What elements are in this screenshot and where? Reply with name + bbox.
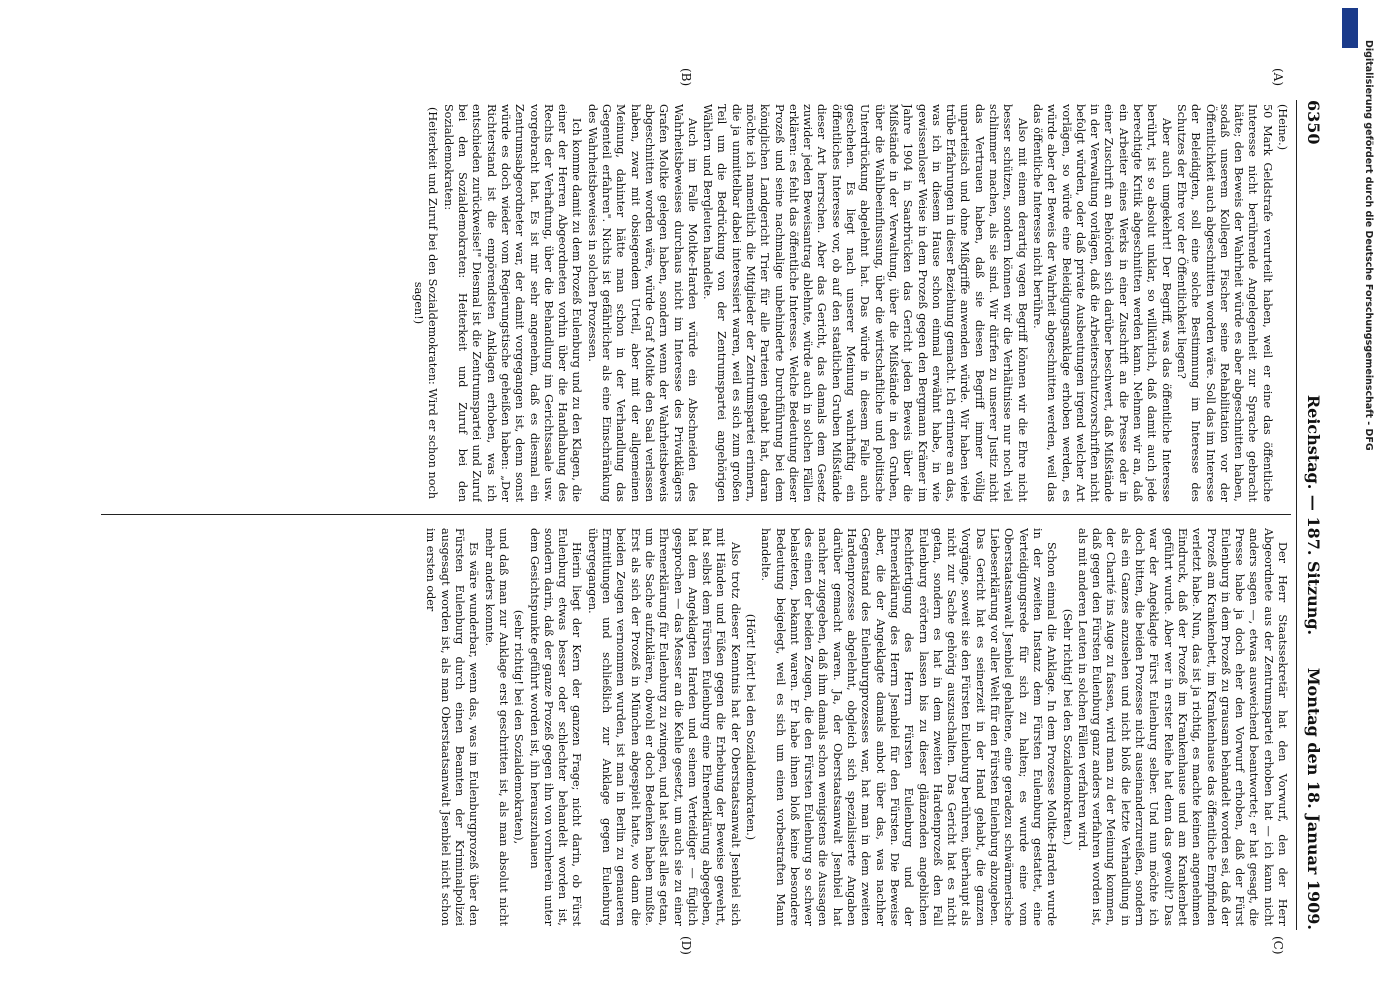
paragraph: 50 Mark Geldstrafe verurteilt haben, weil er eine das öffentliche Interesse nicht berührende Angelegenheit zur Sprache gebracht hätte; den Beweis der Wahrheit würde es aber abgeschnitten haben, sodaß unserem Kollegen Fischer seine Rehabilitation vor der Öffentlichkeit auch abgeschnitten worden wäre. Soll das im Interesse der Beleidigten, soll eine solche Bestimmung im Interesse des Schutzes der Ehre vor der Öffentlichkeit liegen? <box>1174 104 1274 502</box>
margin-letter-a: (A) <box>1271 68 1285 87</box>
paragraph: und daß man zur Anklage erst geschritten ist, als man absolut nicht mehr anders konnte. <box>482 528 510 926</box>
paragraph: Also mit einem derartig vagen Begriff können wir die Ehre nicht besser schützen, sondern können wir die Verhältnisse nur noch viel schlimmer machen, als sie sind. Wir dürfen zu unserer Justiz nicht das Vertrauen haben, daß sie diesen Begriff immer völlig unparteiisch und ohne Mißgriffe anwenden würde. Wir haben viele trübe Erfahrungen in dieser Beziehung gemacht. Ich erinnere an das, was ich in diesem Hause schon einmal erwähnt habe, in wie gewissenloser Weise in dem Prozeß gegen den Bergmann Krämer im Jahre 1904 in Saarbrücken das Gericht jeden Beweis über die Mißstände in der Verwaltung, über die Mißstände in den Gruben, über die Wahlbeeinflussung, über die wirtschaftliche und politische Unterdrückung abgelehnt hat. Das würde in diesem Falle auch geschehen. Es liegt nach unserer Meinung wahrhaftig ein öffentliches Interesse vor, ob auf den staatlichen Gruben Mißstände dieser Art herrschen. Aber das Gericht, das damals dem Gesetz zuwider jeden Beweisantrag ablehnte, würde auch in solchen Fällen erklären: es fehlt das öffentliche Interesse. Welche Bedeutung dieser Prozeß und seine nachmalige unbehinderte Durchführung bei dem königlichen Landgericht Trier für alle Parteien gehabt hat, daran möchte ich namentlich die Mitglieder der Zentrumspartei erinnern, die ja unmittelbar dabei interessiert waren, weil es sich zum großen Teil um die Bedrückung von der Zentrumspartei angehörigen Wählern und Bergleuten handelte. <box>701 104 1029 502</box>
paragraph: Auch im Falle Moltke-Harden würde ein Abschneiden des Wahrheitsbeweises durchaus nicht im Interesse des Privatklägers Grafen Moltke gelegen haben, sondern wenn der Wahrheitsbeweis abgeschnitten worden wäre, würde Graf Moltke den Saal verlassen haben, zwar mit obsiegendem Urteil, aber mit der allgemeinen Meinung, dahinter hätte man schon in der Verhandlung das Gegenteil erfahren". Nichts ist gefährlicher als eine Einschränkung des Wahrheitsbeweises in solchen Prozessen. <box>585 104 699 502</box>
column-divider <box>101 514 1291 515</box>
paragraph: (Heine.) <box>1276 104 1289 151</box>
paragraph: Ich komme damit zu dem Prozeß Eulenburg und zu den Klagen, die einer der Herren Abgeordneten vorhin über die Handhabung des Rechts der Verhaftung, über die Behandlung im Gerichtssaale usw. vorgebracht hat. Es ist mir sehr angenehm, daß es diesmal ein Zentrumsabgeordneter war, der damit vorgegangen ist, denn sonst würde es doch wieder vom Regierungstische geheißen haben: „Der Richterstand ist die empörendsten Anklagen erhoben, was ich entschieden zurückweise!" Diesmal ist die Zentrumspartei und Zuruf bei den Sozialdemokraten: Heiterkeit und Zuruf bei den Sozialdemokraten: <box>441 104 584 502</box>
left-text-column <box>103 104 1289 502</box>
paragraph: Es wäre wunderbar, wenn das, was im Eulenburgprozeß über den Fürsten Eulenburg durch einen Beamten der Kriminalpolizei ausgesagt worden ist, als man Oberstaatsanwalt Jsenbiel nicht schon im ersten oder <box>424 528 481 926</box>
paragraph: (sehr richtig! bei den Sozialdemokraten), <box>512 609 526 845</box>
session-date: Montag den 18. Januar 1909. <box>1304 667 1323 930</box>
margin-letter-c: (C) <box>1271 936 1285 955</box>
right-text-column <box>103 528 1289 926</box>
paragraph: (Heiterkeit und Zuruf bei den Sozialdemokraten: Wird er schon noch sagen!) <box>412 107 440 499</box>
margin-letter-b: (B) <box>679 68 693 87</box>
header-rule <box>1296 100 1297 930</box>
paragraph: Hierin liegt der Kern der ganzen Frage; nicht darin, ob Fürst Eulenburg etwas besser oder schlechter behandelt worden ist, sondern darin, daß der ganze Prozeß gegen ihn von vornherein unter dem Gesichtspunkte geführt worden ist, ihn herauszuhauen <box>527 528 584 926</box>
paragraph: (Hört! hört! bei den Sozialdemokraten.) <box>744 613 758 841</box>
dfg-logo <box>1342 8 1358 48</box>
session-title: Reichstag. — 187. Sitzung. <box>1304 394 1323 636</box>
page-number: 6350 <box>1304 100 1323 145</box>
paragraph: (Sehr richtig! bei den Sozialdemokraten.) <box>1060 608 1074 846</box>
margin-letter-d: (D) <box>679 936 693 955</box>
paragraph: Schon einmal die Anklage. In dem Prozesse Moltke-Harden wurde in der zweiten Instanz dem Fürsten Eulenburg gestattet, eine Verteidigungsrede für sich zu halten; es wurde eine vom Oberstaatsanwalt Jsenbiel gehaltene, eine geradezu schwärmerische Liebeserklärung vor aller Welt für den Fürsten Eulenburg abzugeben. Das Gericht hat es seinerzeit in der Hand gehabt, die ganzen Vorgänge, soweit sie den Fürsten Eulenburg berühren, überhaupt als nicht zur Sache gehörig auszuschalten. Das Gericht hat es nicht getan, sondern es hat in dem zweiten Hardenprozeß den Fall Eulenburg erörtern lassen bis zu dieser glänzenden angeblichen Rechtfertigung des Herrn Fürsten Eulenburg und der Ehrenerklärung des Herrn Jsenbiel für den Fürsten. Die Beweise aber, die der Angeklagte damals anbot über das, was nachher Gegenstand des Eulenburgprozesses war, hat man in dem zweiten Hardenprozesse abgelehnt, obgleich sich spezialisierte Angaben darüber gemacht waren. Ja, der Oberstaatsanwalt Jsenbiel hat nachher zugegeben, daß ihm damals schon wenigstens die Aussagen des einen der beiden Zeugen, die den Fürsten Eulenburg so schwer belasteten, bekannt waren. Er habe ihnen bloß keine besondere Bedeutung beigelegt, weil es sich um einen vorbestraften Mann handelte. <box>759 528 1059 926</box>
paragraph: Also trotz dieser Kenntnis hat der Oberstaatsanwalt Jsenbiel sich mit Händen und Füßen gegen die Erhebung der Beweise gewehrt, hat selbst dem Fürsten Eulenburg eine Ehrenerklärung abgegeben, hat dem Angeklagten Harden und seinem Verteidiger — füglich gesprochen — das Messer an die Kehle gesetzt, um auch sie zu einer Ehrenerklärung für Eulenburg zu zwingen, und hat selbst alles getan, um die Sache aufzuklären, obwohl er doch Bedenken haben mußte. Erst als sich der Prozeß in München abgespielt hatte, wo dann die beiden Zeugen vernommen wurden, ist man in Berlin zu genaueren Ermittlungen und schließlich zur Anklage gegen Eulenburg übergegangen. <box>585 528 742 926</box>
paragraph: Aber auch umgekehrt! Der Begriff, was das öffentliche Interesse berührt, ist so absolut unklar, so willkürlich, daß damit auch jede berechtigte Kritik abgeschnitten werden kann. Nehmen wir an, daß ein Arbeiter eines Werks in einer Zuschrift an die Presse oder in einer Zuschrift an Behörden sich darüber beschwert, daß Mißstände in der Verwaltung vorlägen, daß die Arbeiterschutzvorschriften nicht befolgt würden, oder daß private Ausbeutungen irgend welcher Art vorlägen, so würde eine Beleidigungsanklage erhoben werden, es würde aber der Beweis der Wahrheit abgeschnitten werden, weil das das öffentliche Interesse nicht berühre. <box>1030 104 1173 502</box>
credit-text: Digitalisierung gefördert durch die Deutsche Forschungsgemeinschaft - DFG <box>1363 40 1374 451</box>
paragraph: Der Herr Staatssekretär hat den Vorwurf, den der Herr Abgeordnete aus der Zentrumspartei erhoben hat — ich kann nicht anders sagen —, etwas ausweichend beantwortet; er hat gesagt, die Presse habe ja doch eher den Vorwurf erhoben, daß der Fürst Eulenburg in dem Prozeß zu grausam behandelt worden sei, daß der Prozeß am Krankenbett, im Krankenhause das öffentliche Empfinden verletzt habe. Nun, das ist ja richtig, es machte keinen angenehmen Eindruck, daß der Prozeß im Krankenhause und am Krankenbett geführt wurde. Aber wer in erster Reihe hat denn das gewollt? Das war der Angeklagte Fürst Eulenburg selber. Und nun möchte ich doch bitten, die beiden Prozesse nicht auseinanderzureißen, sondern als ein Ganzes anzusehen und nicht bloß die letzte Verhandlung in der Charité ins Auge zu fassen, wird man zu der Meinung kommen, daß gegen den Fürsten Eulenburg ganz anders verfahren worden ist, als mit anderen Leuten in solchen Fällen verfahren wird. <box>1075 528 1289 926</box>
digitization-credit <box>1362 40 1376 690</box>
page-header <box>1299 100 1323 930</box>
